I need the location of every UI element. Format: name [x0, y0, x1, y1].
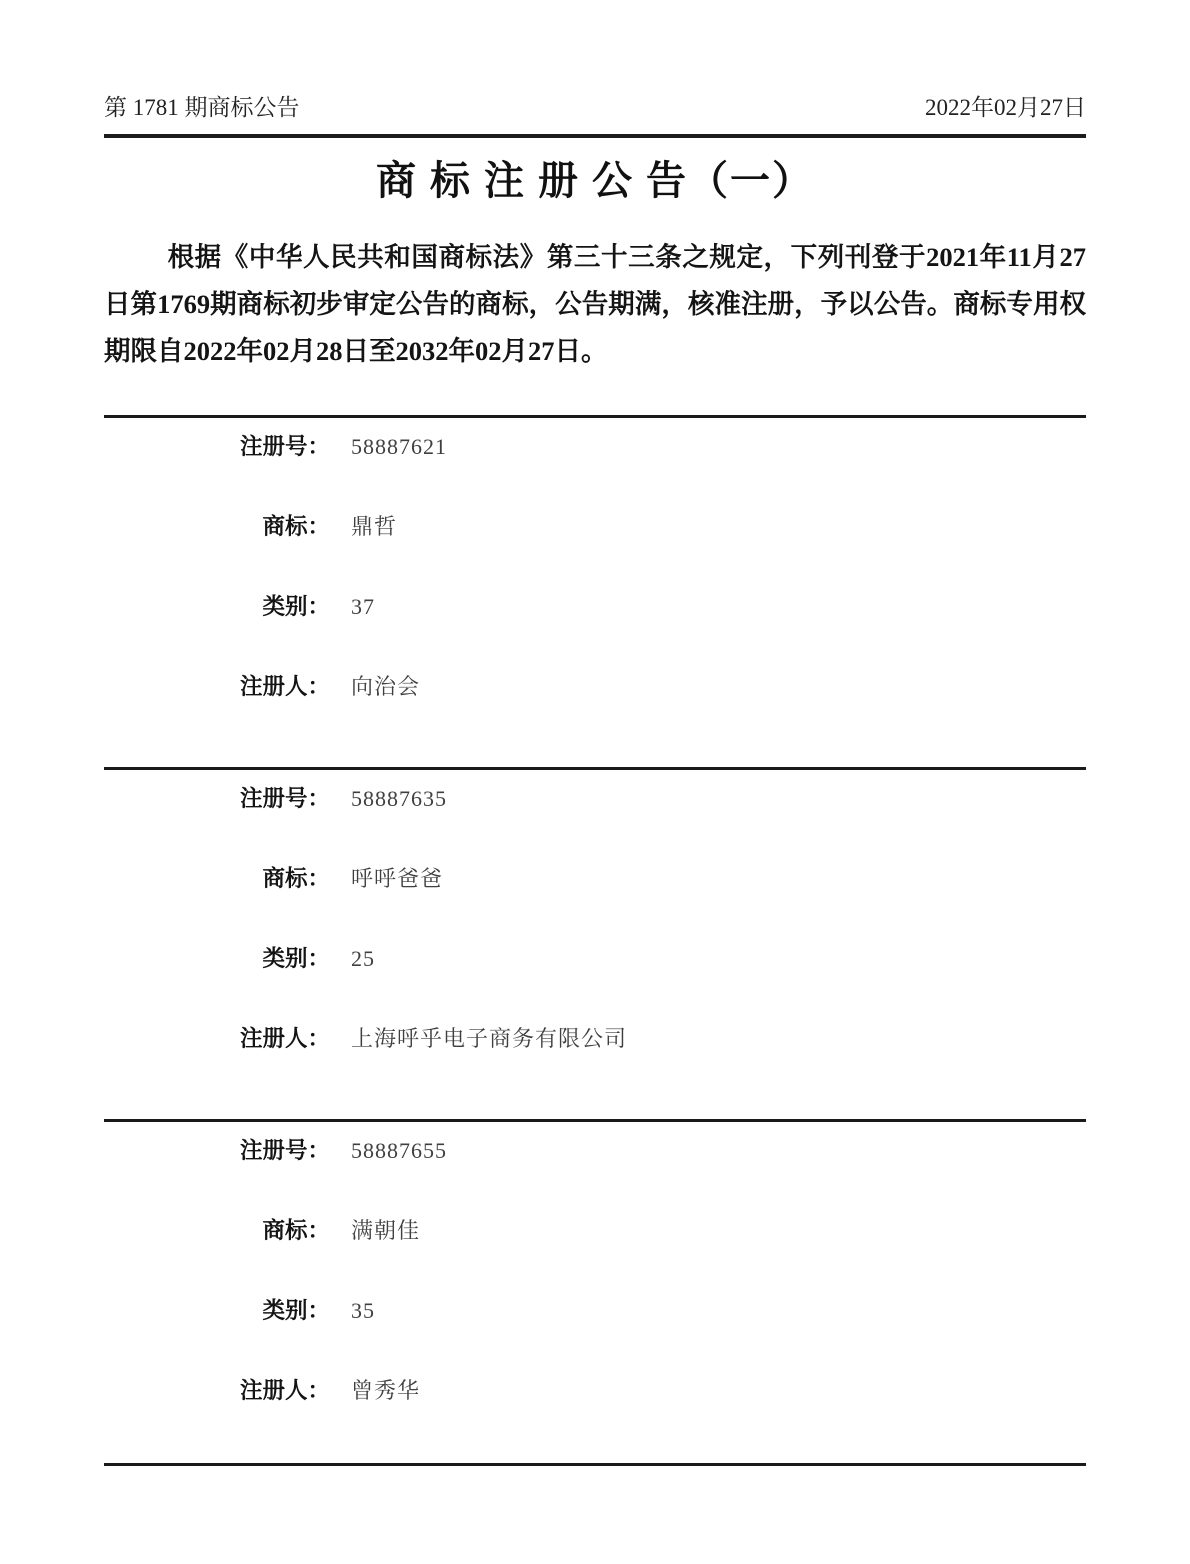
category-value: 35	[351, 1298, 375, 1323]
record-field-trademark	[104, 512, 1086, 592]
registrant-value: 上海呼乎电子商务有限公司	[351, 1026, 628, 1051]
record-field-trademark	[104, 1216, 1086, 1296]
trademark-value: 满朝佳	[351, 1218, 421, 1243]
header-date: 2022年02月27日	[925, 95, 1086, 120]
record-field-category	[104, 592, 1086, 672]
category-label: 类别：	[262, 946, 330, 971]
header-issue-label: 第 1781 期商标公告	[104, 95, 300, 120]
trademark-record	[104, 767, 1086, 1119]
reg-no-label: 注册号：	[239, 1138, 330, 1163]
category-label: 类别：	[262, 1298, 330, 1323]
record-field-trademark	[104, 864, 1086, 944]
trademark-label: 商标：	[262, 514, 330, 539]
records-end-divider	[104, 1463, 1086, 1466]
record-field-category	[104, 944, 1086, 1024]
trademark-record	[104, 415, 1086, 767]
reg-no-label: 注册号：	[239, 434, 330, 459]
reg-no-value: 58887655	[351, 1138, 447, 1163]
registrant-label: 注册人：	[239, 1378, 330, 1403]
record-field-registrant	[104, 1024, 1086, 1104]
registrant-label: 注册人：	[239, 1026, 330, 1051]
record-field-reg-no	[104, 1136, 1086, 1216]
category-value: 37	[351, 594, 375, 619]
header-divider	[104, 134, 1086, 138]
category-label: 类别：	[262, 594, 330, 619]
record-field-reg-no	[104, 784, 1086, 864]
record-field-registrant	[104, 1376, 1086, 1456]
record-field-reg-no	[104, 432, 1086, 512]
reg-no-value: 58887621	[351, 434, 447, 459]
page-content	[104, 0, 1086, 1466]
intro-paragraph: 根据《中华人民共和国商标法》第三十三条之规定，下列刊登于2021年11月27日第1769期商标初步审定公告的商标，公告期满，核准注册，予以公告。商标专用权期限自2022年02月28日至2032年02月27日。	[104, 242, 1086, 366]
record-field-registrant	[104, 672, 1086, 752]
trademark-value: 呼呼爸爸	[351, 866, 444, 891]
page-header	[104, 94, 1086, 122]
record-field-category	[104, 1296, 1086, 1376]
registrant-value: 向治会	[351, 674, 421, 699]
registrant-value: 曾秀华	[351, 1378, 421, 1403]
records-list	[104, 415, 1086, 1466]
trademark-label: 商标：	[262, 866, 330, 891]
reg-no-label: 注册号：	[239, 786, 330, 811]
category-value: 25	[351, 946, 375, 971]
trademark-label: 商标：	[262, 1218, 330, 1243]
reg-no-value: 58887635	[351, 786, 447, 811]
page-title: 商 标 注 册 公 告（一）	[376, 158, 814, 203]
trademark-record	[104, 1119, 1086, 1463]
trademark-value: 鼎哲	[351, 514, 398, 539]
registrant-label: 注册人：	[239, 674, 330, 699]
